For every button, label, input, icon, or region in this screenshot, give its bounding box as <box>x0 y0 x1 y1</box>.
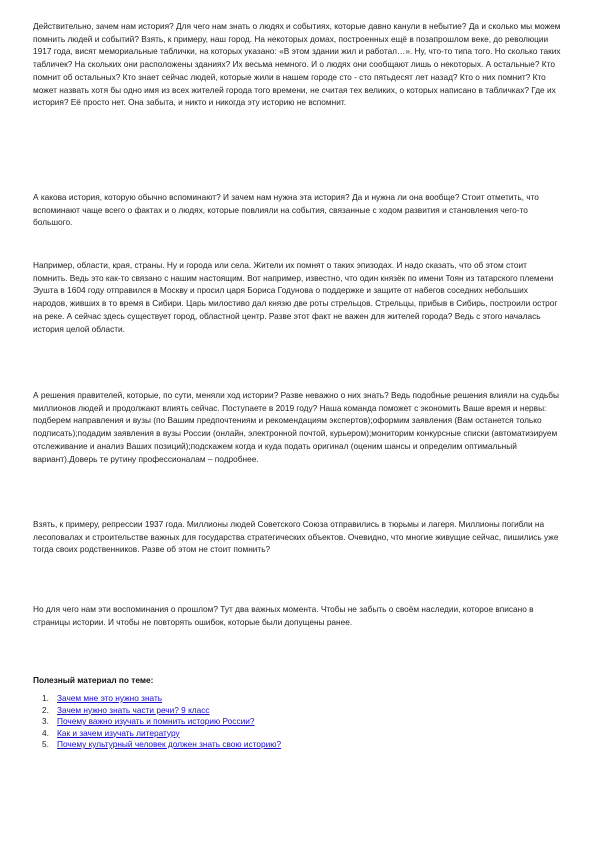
link-russia-history[interactable]: Почему важно изучать и помнить историю России? <box>57 716 255 726</box>
list-number: 1. <box>42 693 49 703</box>
paragraph-rulers-decisions: А решения правителей, которые, по сути, меняли ход истории? Разве неважно о них знать? Ведь подобные решения влияли на судьбы миллионов людей и продолжают влиять сейчас. Поступаете в 2019 году? Наша команда поможет с экономить Ваше время и нервы: подберем направления и вузы (по Вашим предпочтениям и рекомендациям экспертов);оформим заявления (Вам останется только подписать);подадим заявления в вузы России (онлайн, электронной почтой, курьером);мониторим конкурсные списки (автоматизируем отслеживание и анализ Ваших позиций);подскажем когда и куда подать оригинал (оценим шансы и определим оптимальный вариант).Доверь те рутину профессионалам – подробнее. <box>33 390 559 464</box>
useful-material-heading: Полезный материал по теме: <box>33 675 154 685</box>
list-number: 4. <box>42 727 49 738</box>
paragraph-repressions: Взять, к примеру, репрессии 1937 года. Миллионы людей Советского Союза отправились в тюрьмы и лагеря. Миллионы погибли на лесоповалах и строительстве важных для государства стратегических объектов. Очевидно, что многие живущие сейчас, пишились уже тогда своих родственников. Разве об этом не стоит помнить? <box>33 519 559 555</box>
link-cultured-person-history[interactable]: Почему культурный человек должен знать свою историю? <box>57 739 282 749</box>
list-item <box>33 693 281 705</box>
link-study-literature[interactable]: Как и зачем изучать литературу <box>57 727 180 738</box>
list-item <box>33 716 281 728</box>
paragraph-why-remember: Но для чего нам эти воспоминания о прошлом? Тут два важных момента. Чтобы не забыть о своём наследии, которое вписано в страницы истории. И чтобы не повторять ошибок, которые были допущены ранее. <box>33 604 534 627</box>
useful-links-list <box>33 693 281 751</box>
list-item <box>33 739 281 751</box>
paragraph-regions-example: Например, области, края, страны. Ну и города или села. Жители их помнят о таких эпизодах. И надо сказать, что об этом стоит помнить. Ведь это как-то связано с нашим настоящим. Вот например, известно, что один князёк по имени Тоян из татарского племени Эушта в 1604 году отправился в Москву и просил царя Бориса Годунова о поддержке и защите от набегов соседних небольших народов, живших в то время в Сибири. Царь милостиво дал князю две роты стрельцов. Стрельцы, прибыв в Сибирь, построили острог на реке. А сейчас здесь существует город, областной центр. Разве этот факт не важен для жителей города? Ведь с этого началась история целой области. <box>33 260 558 334</box>
link-why-know-this[interactable]: Зачем мне это нужно знать <box>57 693 163 703</box>
paragraph-which-history: А какова история, которую обычно вспоминают? И зачем нам нужна эта история? Да и нужна ли она вообще? Стоит отметить, что вспоминают чаще всего о фактах и о людях, которые повлияли на события, связанные с ходом развития и становления чего-то большого. <box>33 192 539 228</box>
list-item <box>33 705 281 717</box>
list-number: 5. <box>42 739 49 749</box>
paragraph-history-intro: Действительно, зачем нам история? Для чего нам знать о людях и событиях, которые давно канули в небытие? Да и сколько мы можем помнить людей и событий? Взять, к примеру, наш город. На некоторых домах, построенных ещё в позапрошлом веке, до революции 1917 года, висят мемориальные таблички, на которых указано: «В этом здании жил и работал…». Ну, что-то типа того. Но сколько таких табличек? На скольких они расположены зданиях? Их весьма немного. И о людях они сообщают лишь о некоторых. А остальные? Кто помнит об остальных? Кто знает сейчас людей, которые жили в нашем городе сто - сто пятьдесят лет назад? Кто о них помнит? Кто может назвать хотя бы одно имя из всех жителей города того времени, не считая тех великих, о которых написано в табличках? Где их история? Её просто нет. Она забыта, и никто и никогда эту историю не вспомнит. <box>33 21 561 108</box>
list-item <box>33 728 281 740</box>
list-number: 3. <box>42 716 49 726</box>
link-parts-of-speech[interactable]: Зачем нужно знать части речи? 9 класс <box>57 704 210 715</box>
list-number: 2. <box>42 704 49 715</box>
